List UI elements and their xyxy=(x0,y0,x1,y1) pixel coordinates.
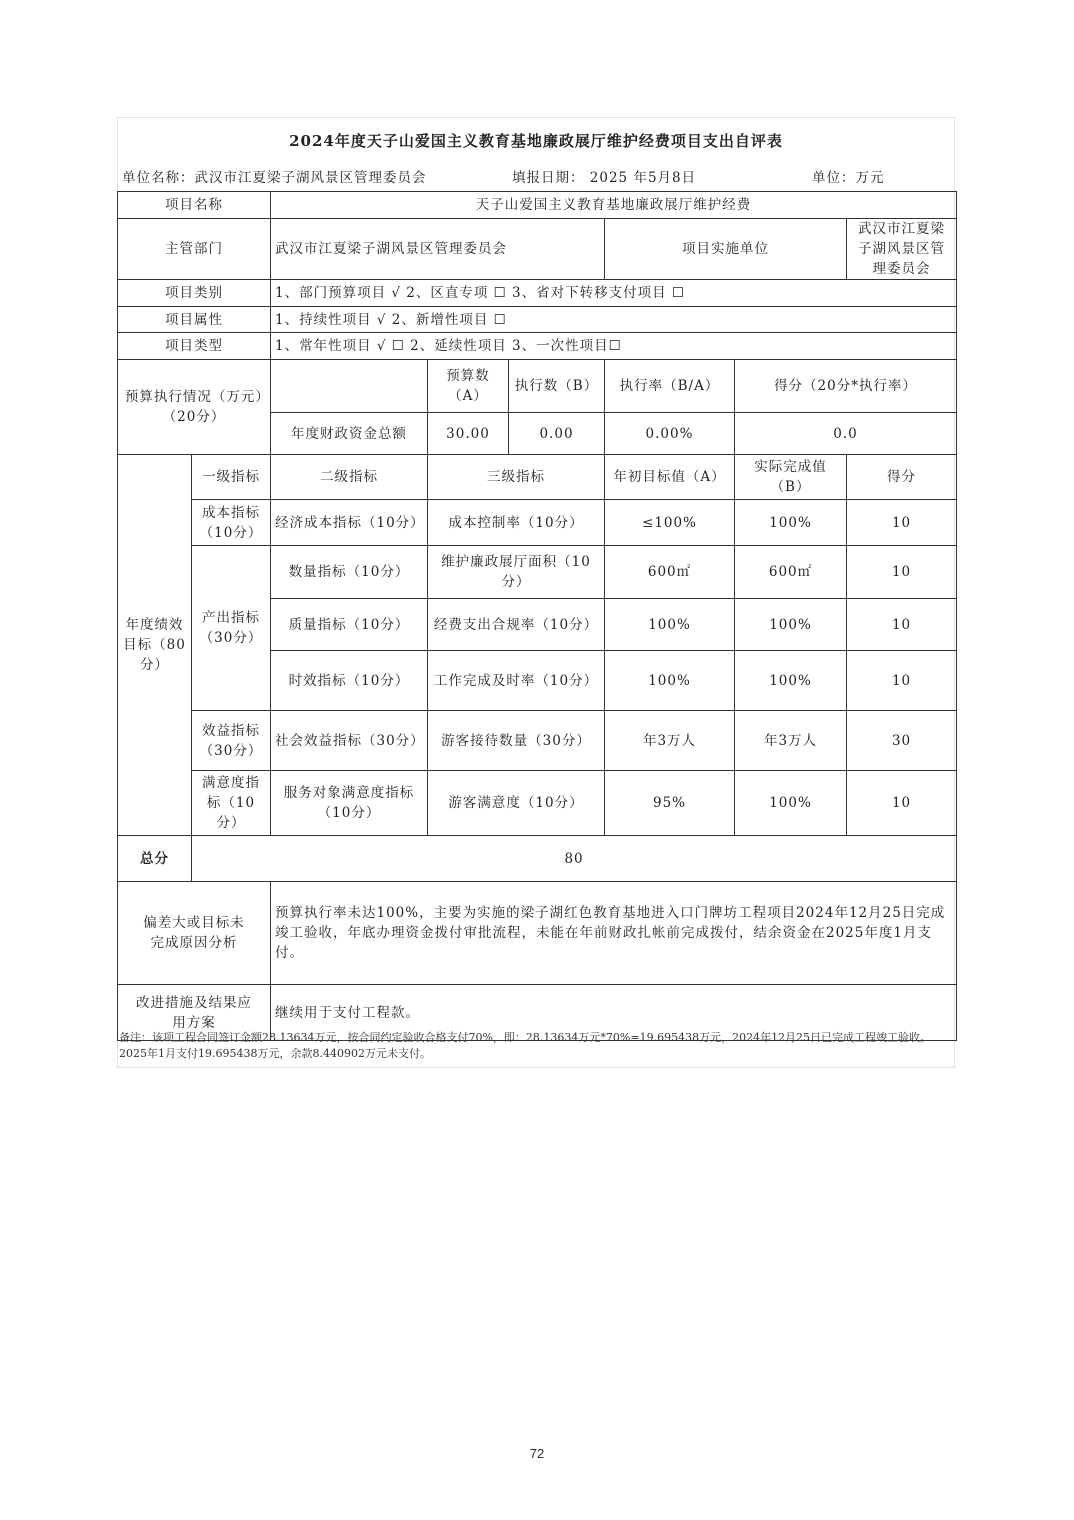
col-budget: 预算数（A） xyxy=(428,360,509,413)
currency-unit: 单位：万元 xyxy=(812,170,885,186)
row-dept xyxy=(118,219,957,280)
form-title: 2024年度天子山爱国主义教育基地廉政展厅维护经费项目支出自评表 xyxy=(289,132,783,150)
header-level3: 三级指标 xyxy=(428,455,605,500)
cost-level2: 经济成本指标（10分） xyxy=(271,500,428,546)
col-score: 得分（20分*执行率） xyxy=(735,360,957,413)
row-deviation xyxy=(118,882,957,985)
timeliness-score: 10 xyxy=(847,651,957,711)
output-level1: 产出指标（30分） xyxy=(192,546,271,711)
type-label: 项目类型 xyxy=(118,333,271,360)
quantity-target: 600㎡ xyxy=(605,546,735,599)
benefit-actual: 年3万人 xyxy=(735,711,847,771)
type-value: 1、常年性项目 √ ☐ 2、延续性项目 3、一次性项目☐ xyxy=(271,333,957,360)
deviation-text: 预算执行率未达100%，主要为实施的梁子湖红色教育基地进入口门牌坊工程项目2024年12月25日完成竣工验收，年底办理资金拨付审批流程，未能在年前财政扎帐前完成拨付，结余资金在2025年度1月支付。 xyxy=(271,882,957,985)
row-benefit xyxy=(118,711,957,771)
impl-unit-value: 武汉市江夏梁子湖风景区管理委员会 xyxy=(847,219,957,280)
exec-value: 0.00 xyxy=(509,413,605,455)
budget-value: 30.00 xyxy=(428,413,509,455)
benefit-target: 年3万人 xyxy=(605,711,735,771)
project-name-label: 项目名称 xyxy=(118,192,271,219)
row-project-name xyxy=(118,192,957,219)
satisfaction-target: 95% xyxy=(605,771,735,836)
satisfaction-actual: 100% xyxy=(735,771,847,836)
dept-value: 武汉市江夏梁子湖风景区管理委员会 xyxy=(271,219,605,280)
row-category xyxy=(118,280,957,307)
quality-target: 100% xyxy=(605,599,735,651)
timeliness-level2: 时效指标（10分） xyxy=(271,651,428,711)
satisfaction-score: 10 xyxy=(847,771,957,836)
attribute-value: 1、持续性项目 √ 2、新增性项目 ☐ xyxy=(271,307,957,333)
total-value: 80 xyxy=(192,836,957,882)
row-satisfaction xyxy=(118,771,957,836)
quantity-level3: 维护廉政展厅面积（10分） xyxy=(428,546,605,599)
header-score: 得分 xyxy=(847,455,957,500)
row-cost xyxy=(118,500,957,546)
header-actual: 实际完成值（B） xyxy=(735,455,847,500)
improvement-label: 改进措施及结果应用方案 xyxy=(118,985,271,1041)
improvement-text: 继续用于支付工程款。 xyxy=(271,985,957,1041)
cost-target: ≤100% xyxy=(605,500,735,546)
col-exec: 执行数（B） xyxy=(509,360,605,413)
deviation-label: 偏差大或目标未完成原因分析 xyxy=(118,882,271,985)
cost-score: 10 xyxy=(847,500,957,546)
quantity-actual: 600㎡ xyxy=(735,546,847,599)
cost-level3: 成本控制率（10分） xyxy=(428,500,605,546)
satisfaction-level3: 游客满意度（10分） xyxy=(428,771,605,836)
quantity-level2: 数量指标（10分） xyxy=(271,546,428,599)
quantity-score: 10 xyxy=(847,546,957,599)
fill-date: 填报日期： 2025 年5月8日 xyxy=(512,170,697,186)
score-value: 0.0 xyxy=(735,413,957,455)
row-total xyxy=(118,836,957,882)
row-perf-header xyxy=(118,455,957,500)
dept-label: 主管部门 xyxy=(118,219,271,280)
budget-blank xyxy=(271,360,428,413)
unit-name: 单位名称：武汉市江夏梁子湖风景区管理委员会 xyxy=(122,170,427,186)
satisfaction-level2: 服务对象满意度指标（10分） xyxy=(271,771,428,836)
row-attribute xyxy=(118,307,957,333)
header-level2: 二级指标 xyxy=(271,455,428,500)
project-name-value: 天子山爱国主义教育基地廉政展厅维护经费 xyxy=(271,192,957,219)
performance-label: 年度绩效目标（80分） xyxy=(118,455,192,836)
row-quantity xyxy=(118,546,957,599)
budget-row-label: 年度财政资金总额 xyxy=(271,413,428,455)
impl-unit-label: 项目实施单位 xyxy=(605,219,847,280)
total-label: 总分 xyxy=(118,836,192,882)
benefit-level1: 效益指标（30分） xyxy=(192,711,271,771)
category-label: 项目类别 xyxy=(118,280,271,307)
rate-value: 0.00% xyxy=(605,413,735,455)
row-budget-header xyxy=(118,360,957,413)
quality-level3: 经费支出合规率（10分） xyxy=(428,599,605,651)
benefit-level3: 游客接待数量（30分） xyxy=(428,711,605,771)
timeliness-target: 100% xyxy=(605,651,735,711)
col-rate: 执行率（B/A） xyxy=(605,360,735,413)
category-value: 1、部门预算项目 √ 2、区直专项 ☐ 3、省对下转移支付项目 ☐ xyxy=(271,280,957,307)
self-evaluation-table xyxy=(117,191,957,1041)
timeliness-level3: 工作完成及时率（10分） xyxy=(428,651,605,711)
remark-note: 备注：该项工程合同签订金额28.13634万元，按合同约定验收合格支付70%，即：28.13634万元*70%=19.695438万元，2024年12月25日已完成工程竣工验收。2025年1月支付19.695438万元，余款8.440902万元未支付。 xyxy=(119,1031,932,1060)
cost-actual: 100% xyxy=(735,500,847,546)
quality-score: 10 xyxy=(847,599,957,651)
cost-level1: 成本指标（10分） xyxy=(192,500,271,546)
attribute-label: 项目属性 xyxy=(118,307,271,333)
timeliness-actual: 100% xyxy=(735,651,847,711)
quality-level2: 质量指标（10分） xyxy=(271,599,428,651)
row-type xyxy=(118,333,957,360)
header-target: 年初目标值（A） xyxy=(605,455,735,500)
benefit-score: 30 xyxy=(847,711,957,771)
page-number: 72 xyxy=(529,1446,545,1461)
header-level1: 一级指标 xyxy=(192,455,271,500)
satisfaction-level1: 满意度指标（10分） xyxy=(192,771,271,836)
benefit-level2: 社会效益指标（30分） xyxy=(271,711,428,771)
quality-actual: 100% xyxy=(735,599,847,651)
budget-label: 预算执行情况（万元）（20分） xyxy=(118,360,271,455)
